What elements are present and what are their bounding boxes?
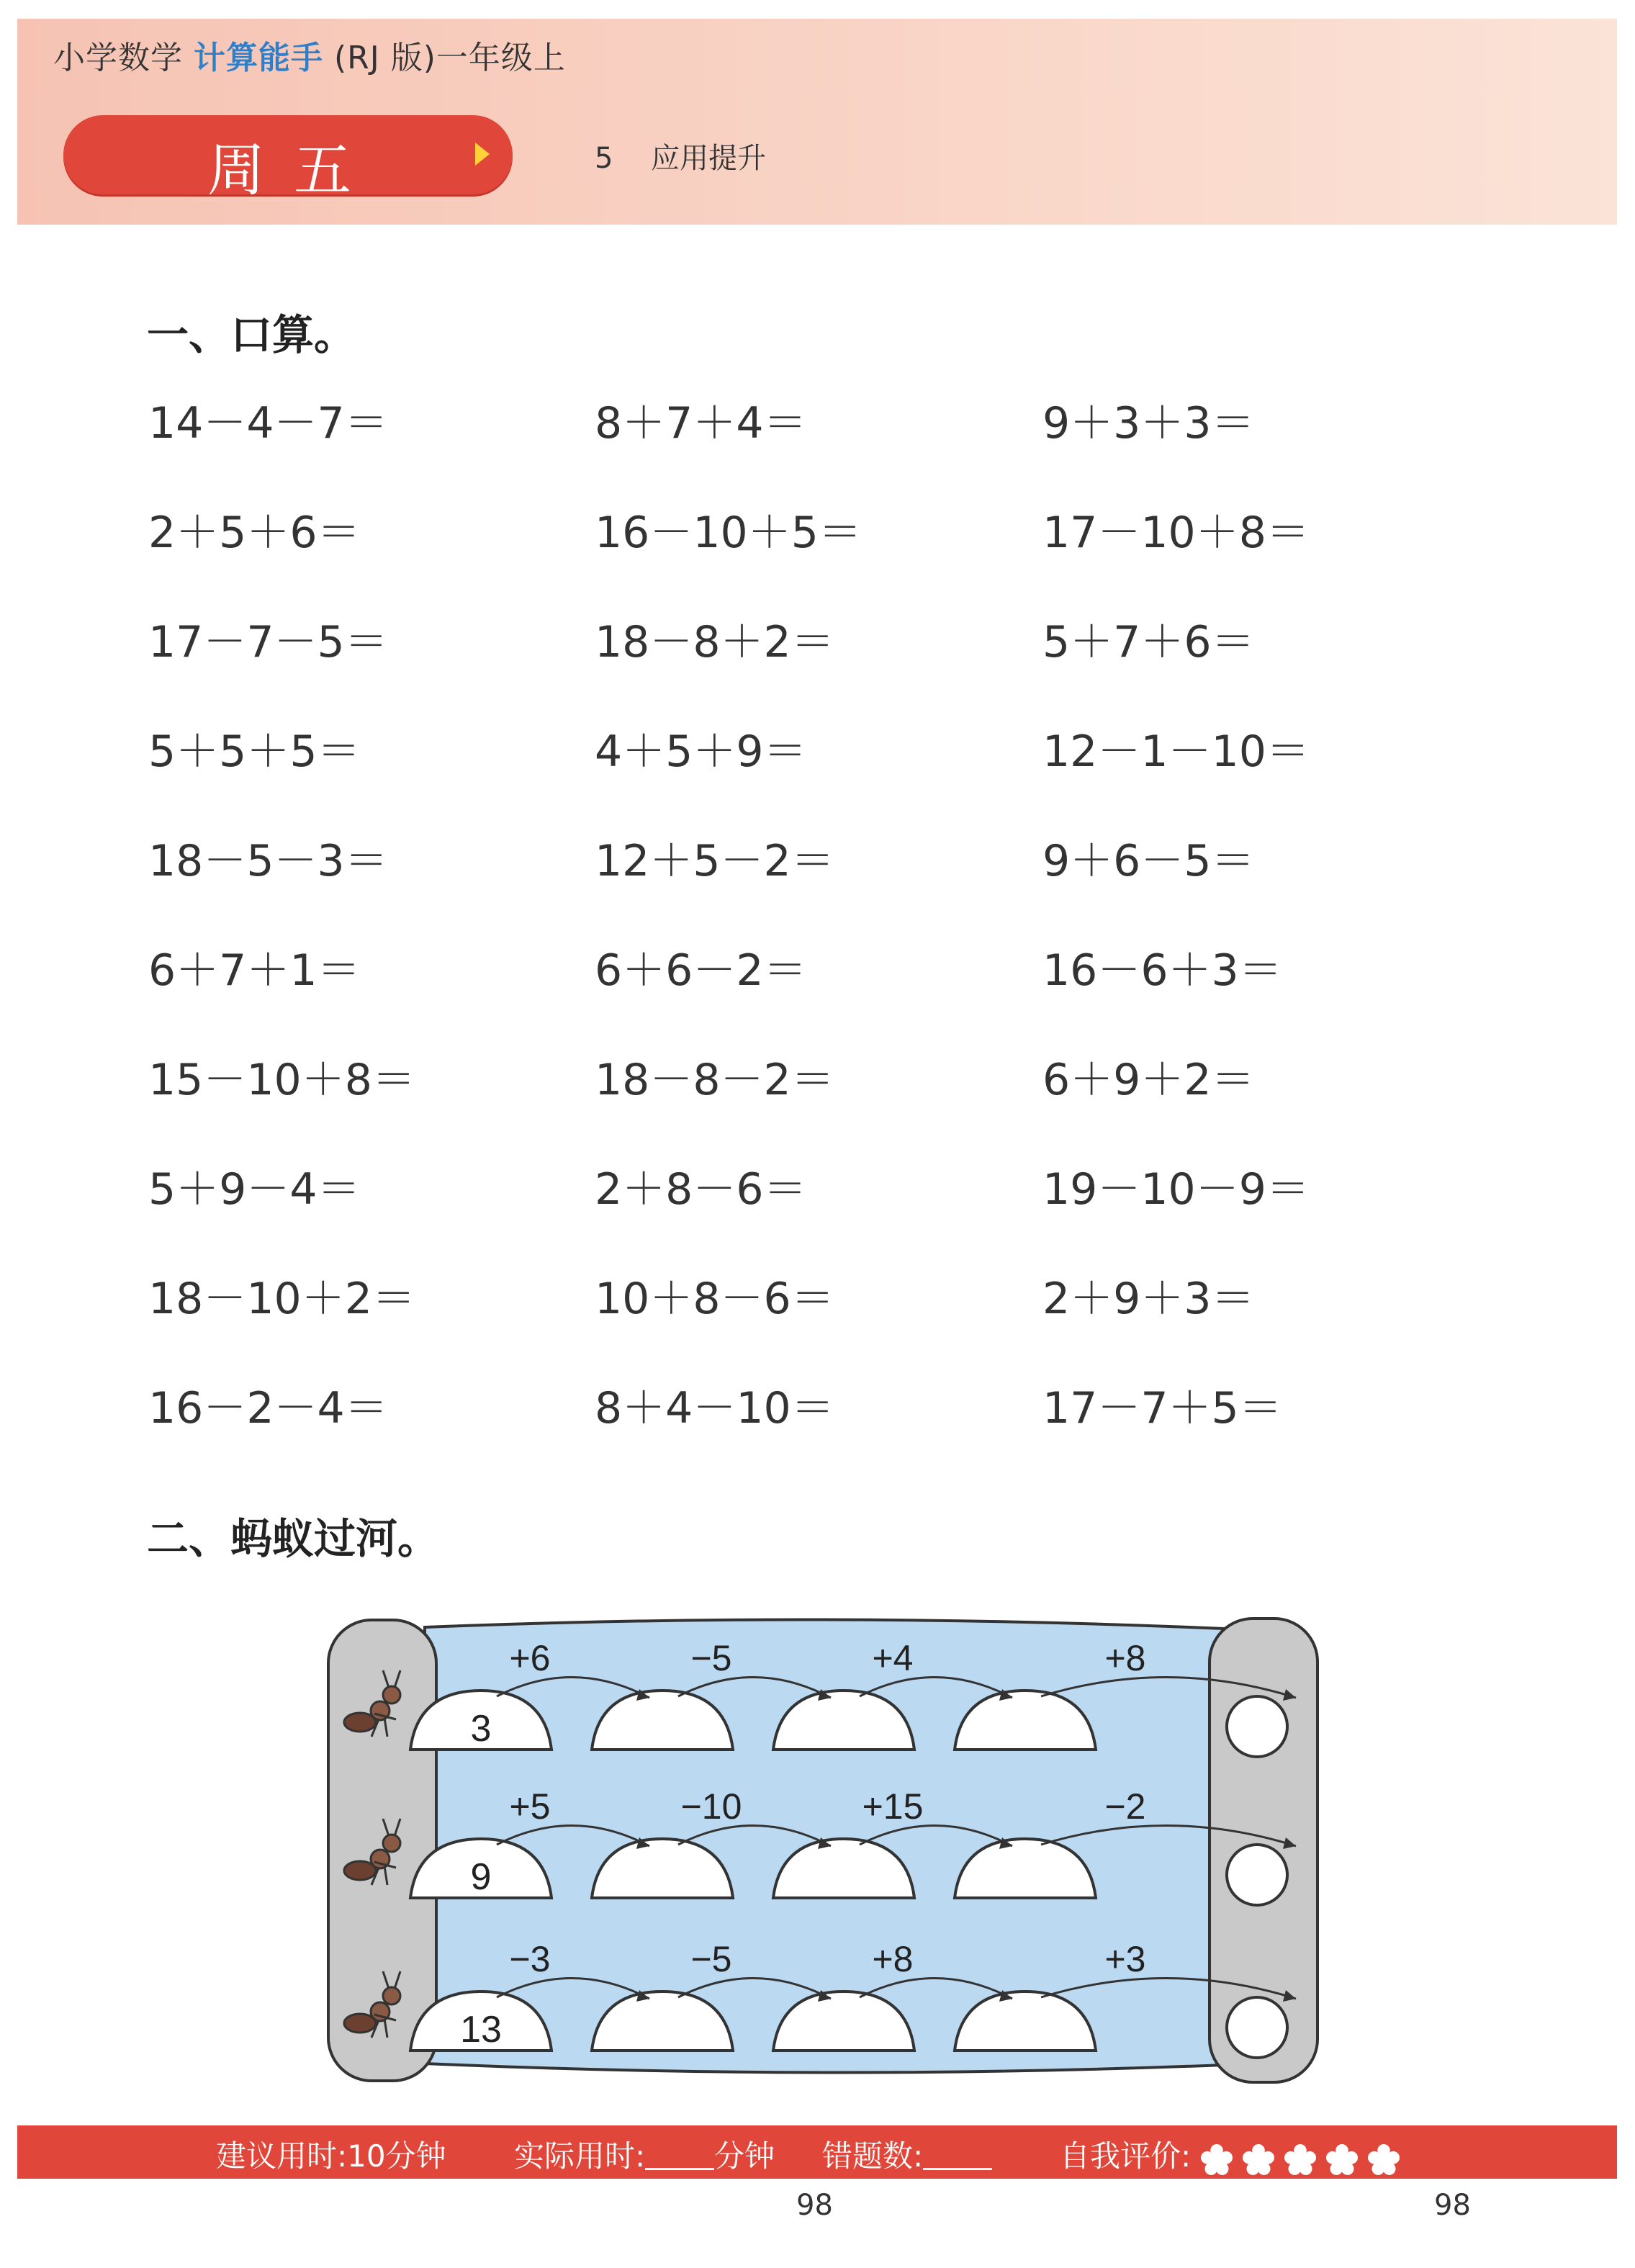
operation-label: +8	[872, 1939, 914, 1979]
self-evaluation-stars	[1201, 2141, 1410, 2177]
equation-item: 2＋9＋3＝	[1042, 1274, 1255, 1324]
start-number: 9	[470, 1856, 492, 1898]
operation-label: +8	[1104, 1638, 1146, 1678]
self-evaluation-label: 自我评价:	[1060, 2138, 1192, 2174]
equation-item: 6＋6－2＝	[595, 945, 807, 996]
book-title-suffix: (RJ 版)一年级上	[334, 40, 566, 76]
section2-title: 二、蚂蚁过河。	[147, 1514, 440, 1563]
equation-item: 18－8－2＝	[595, 1055, 834, 1105]
equation-item: 19－10－9＝	[1042, 1164, 1310, 1215]
equation-item: 8＋7＋4＝	[595, 398, 807, 449]
book-title-prefix: 小学数学	[53, 40, 183, 76]
equation-item: 8＋4－10＝	[595, 1383, 834, 1434]
start-number: 13	[460, 2009, 502, 2051]
equation-item: 9＋3＋3＝	[1042, 398, 1255, 449]
answer-circle	[1227, 1696, 1287, 1757]
equation-item: 17－7＋5＝	[1042, 1383, 1282, 1434]
footer-bar	[17, 2125, 1617, 2179]
equation-item: 5＋7＋6＝	[1042, 617, 1255, 667]
equation-item: 18－10＋2＝	[148, 1274, 415, 1324]
equation-item: 12－1－10＝	[1042, 726, 1310, 777]
equation-item: 16－10＋5＝	[595, 508, 862, 558]
operation-label: +6	[509, 1638, 551, 1678]
flower-star-icon[interactable]	[1368, 2144, 1400, 2176]
operation-label: −3	[509, 1939, 551, 1979]
page-number-center: 98	[796, 2189, 833, 2222]
operation-label: −2	[1104, 1786, 1146, 1827]
error-count-label: 错题数:	[822, 2138, 924, 2174]
flower-star-icon[interactable]	[1243, 2144, 1274, 2176]
error-count-blank[interactable]	[923, 2146, 992, 2170]
actual-time-unit: 分钟	[714, 2138, 775, 2174]
book-brand: 计算能手	[194, 40, 323, 76]
equation-item: 6＋7＋1＝	[148, 945, 361, 996]
answer-circle	[1227, 1845, 1287, 1905]
answer-circle	[1227, 1997, 1287, 2058]
operation-label: −10	[680, 1786, 742, 1827]
equation-item: 14－4－7＝	[148, 398, 388, 449]
operation-label: +3	[1104, 1939, 1146, 1979]
suggested-time: 建议用时:10分钟	[216, 2138, 446, 2174]
lesson-number: 5	[595, 142, 613, 175]
operation-label: −5	[690, 1638, 732, 1678]
flower-star-icon[interactable]	[1201, 2144, 1233, 2176]
day-label: 周五	[207, 137, 380, 204]
ant-river-diagram	[317, 1584, 1325, 2102]
actual-time-label: 实际用时:	[514, 2138, 646, 2174]
equation-item: 6＋9＋2＝	[1042, 1055, 1255, 1105]
operation-label: −5	[690, 1939, 732, 1979]
lesson-title: 应用提升	[651, 142, 767, 175]
self-evaluation	[1060, 2133, 1410, 2176]
error-count	[822, 2133, 992, 2176]
equation-item: 17－10＋8＝	[1042, 508, 1310, 558]
equation-item: 12＋5－2＝	[595, 836, 834, 886]
actual-time-blank[interactable]	[645, 2146, 714, 2170]
equation-item: 18－5－3＝	[148, 836, 388, 886]
equation-item: 10＋8－6＝	[595, 1274, 834, 1324]
actual-time	[514, 2133, 775, 2176]
start-number: 3	[470, 1708, 492, 1750]
lesson-heading	[595, 135, 766, 176]
equation-item: 16－6＋3＝	[1042, 945, 1282, 996]
equation-item: 15－10＋8＝	[148, 1055, 415, 1105]
equation-item: 18－8＋2＝	[595, 617, 834, 667]
equation-item: 9＋6－5＝	[1042, 836, 1255, 886]
book-title	[53, 32, 566, 78]
equation-item: 4＋5＋9＝	[595, 726, 807, 777]
operation-label: +4	[872, 1638, 914, 1678]
operation-label: +15	[862, 1786, 924, 1827]
triangle-arrow-icon	[475, 143, 490, 166]
equation-item: 17－7－5＝	[148, 617, 388, 667]
section1-title: 一、口算。	[147, 310, 356, 359]
equation-item: 5＋5＋5＝	[148, 726, 361, 777]
page-number-right: 98	[1434, 2189, 1471, 2222]
flower-star-icon[interactable]	[1284, 2144, 1316, 2176]
equation-item: 16－2－4＝	[148, 1383, 388, 1434]
day-badge	[63, 115, 513, 204]
equation-item: 2＋8－6＝	[595, 1164, 807, 1215]
operation-label: +5	[509, 1786, 551, 1827]
flower-star-icon[interactable]	[1326, 2144, 1358, 2176]
equation-item: 5＋9－4＝	[148, 1164, 361, 1215]
equation-item: 2＋5＋6＝	[148, 508, 361, 558]
